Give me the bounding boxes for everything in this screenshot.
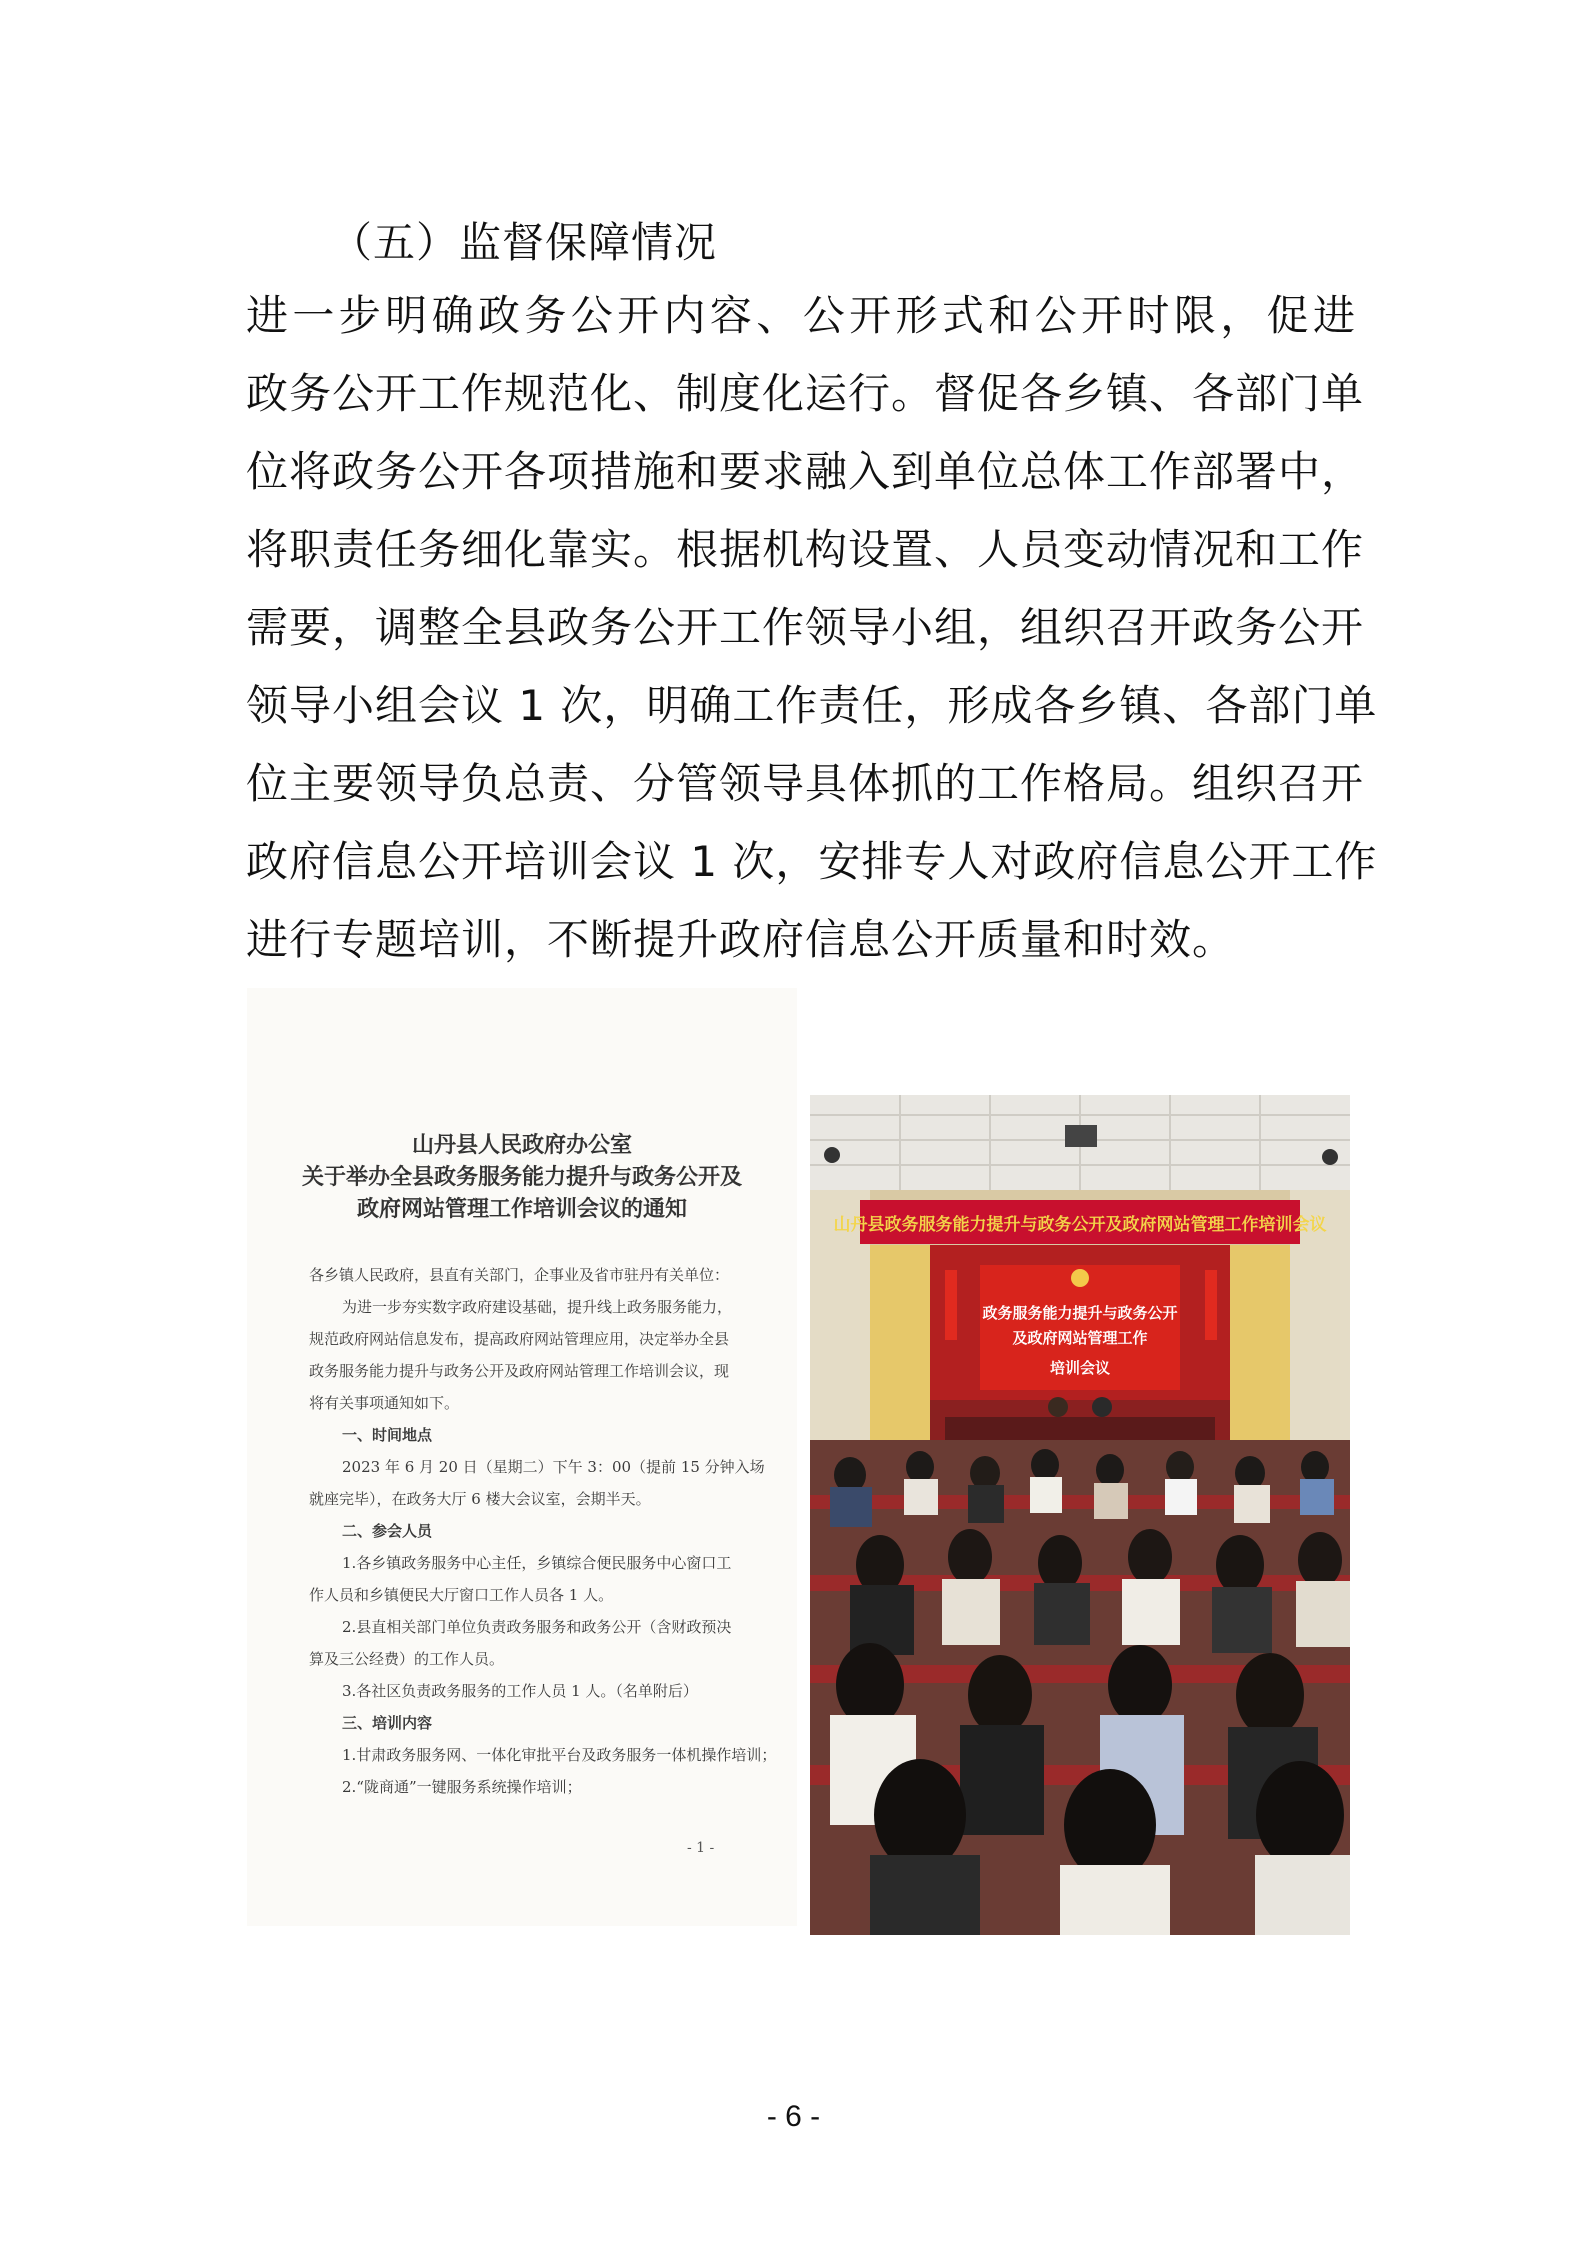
notice-line: 政务服务能力提升与政务公开及政府网站管理工作培训会议，现 — [309, 1362, 730, 1380]
notice-line: 作人员和乡镇便民大厅窗口工作人员各 1 人。 — [309, 1586, 614, 1604]
notice-line: 2.县直相关部门单位负责政务服务和政务公开（含财政预决 — [342, 1618, 732, 1636]
page-number: - 6 - — [766, 2100, 821, 2133]
notice-section-heading: 三、培训内容 — [342, 1714, 433, 1732]
notice-line: 将有关事项通知如下。 — [309, 1394, 460, 1412]
body-line: 进一步明确政务公开内容、公开形式和公开时限，促进 — [246, 291, 1356, 340]
screen-text-line: 及政府网站管理工作 — [1012, 1329, 1148, 1347]
notice-line: 2023 年 6 月 20 日（星期二）下午 3：00（提前 15 分钟入场 — [342, 1458, 765, 1476]
section-heading: （五）监督保障情况 — [330, 218, 718, 267]
notice-line: 1.甘肃政务服务网、一体化审批平台及政务服务一体机操作培训； — [342, 1746, 777, 1764]
notice-line: 2.“陇商通”一键服务系统操作培训； — [342, 1778, 582, 1796]
notice-line: 就座完毕），在政务大厅 6 楼大会议室，会期半天。 — [309, 1490, 651, 1508]
body-line: 政务公开工作规范化、制度化运行。督促各乡镇、各部门单 — [246, 369, 1365, 418]
notice-line: 为进一步夯实数字政府建设基础，提升线上政务服务能力， — [342, 1298, 733, 1316]
notice-page-mark: - 1 - — [687, 1840, 715, 1856]
body-line: 需要，调整全县政务公开工作领导小组，组织召开政务公开 — [246, 603, 1365, 652]
notice-title-line: 山丹县人民政府办公室 — [411, 1132, 632, 1158]
camera-icon — [824, 1147, 840, 1163]
notice-section-heading: 二、参会人员 — [342, 1522, 433, 1540]
projector — [1065, 1125, 1097, 1147]
body-line: 将职责任务细化靠实。根据机构设置、人员变动情况和工作 — [246, 525, 1365, 574]
screen-text-line: 政务服务能力提升与政务公开 — [982, 1304, 1178, 1322]
notice-title-line: 关于举办全县政务服务能力提升与政务公开及 — [301, 1164, 742, 1190]
banner-text: 山丹县政务服务能力提升与政务公开及政府网站管理工作培训会议 — [833, 1215, 1327, 1235]
notice-title-line: 政府网站管理工作培训会议的通知 — [356, 1196, 687, 1222]
body-line: 位主要领导负总责、分管领导具体抓的工作格局。组织召开 — [246, 759, 1365, 808]
camera-icon — [1322, 1149, 1338, 1165]
notice-line: 1.各乡镇政务服务中心主任，乡镇综合便民服务中心窗口工 — [342, 1554, 732, 1572]
notice-section-heading: 一、时间地点 — [342, 1426, 433, 1444]
notice-line: 3.各社区负责政务服务的工作人员 1 人。（名单附后） — [342, 1682, 698, 1700]
body-line: 领导小组会议 1 次，明确工作责任，形成各乡镇、各部门单 — [246, 681, 1378, 730]
screen-text-line: 培训会议 — [1049, 1359, 1111, 1377]
meeting-photo — [810, 1095, 1350, 1935]
body-line: 位将政务公开各项措施和要求融入到单位总体工作部署中， — [246, 447, 1365, 496]
notice-line: 算及三公经费）的工作人员。 — [309, 1650, 505, 1668]
meeting-photo-drawing — [810, 1095, 1350, 1935]
notice-line: 规范政府网站信息发布，提高政府网站管理应用，决定举办全县 — [309, 1330, 730, 1348]
body-line: 政府信息公开培训会议 1 次，安排专人对政府信息公开工作 — [246, 837, 1378, 886]
body-paragraph — [246, 288, 1378, 990]
scanned-notice — [247, 988, 797, 1926]
body-line: 进行专题培训，不断提升政府信息公开质量和时效。 — [246, 915, 1236, 964]
notice-salutation: 各乡镇人民政府，县直有关部门，企事业及省市驻丹有关单位： — [309, 1266, 730, 1284]
